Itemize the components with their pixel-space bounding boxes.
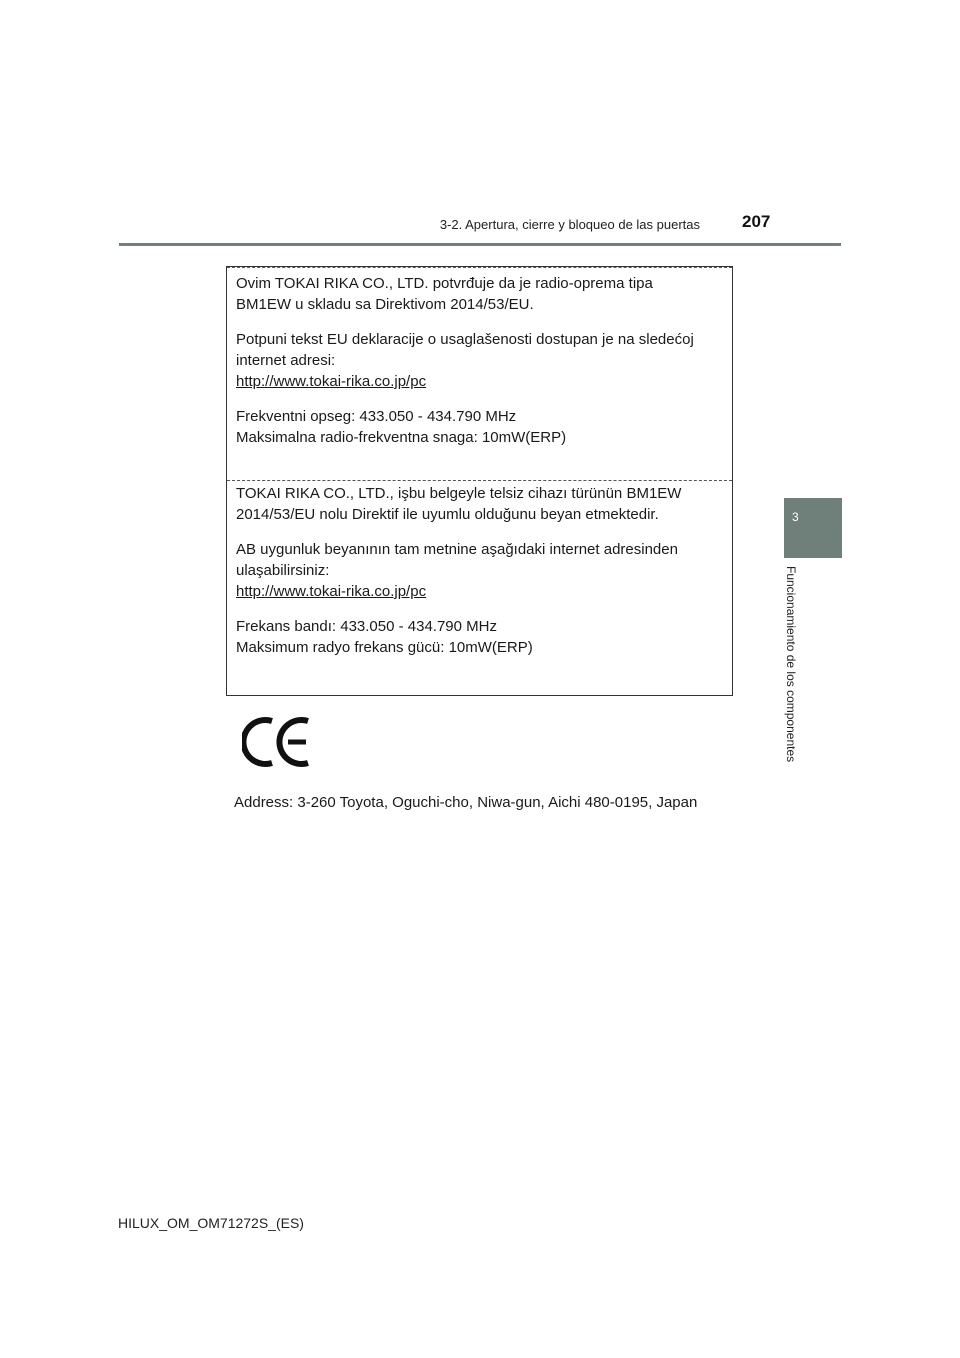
text-line: Maksimum radyo frekans gücü: 10mW(ERP)	[236, 639, 533, 656]
chapter-number: 3	[792, 510, 799, 524]
manual-code: HILUX_OM_OM71272S_(ES)	[118, 1215, 304, 1231]
declaration-divider	[227, 480, 732, 481]
text-line: Maksimalna radio-frekventna snaga: 10mW(ERP)	[236, 429, 567, 446]
text-line: TOKAI RIKA CO., LTD., işbu belgeyle telsiz cihazı türünün BM1EW	[236, 485, 682, 502]
manufacturer-address: Address: 3-260 Toyota, Oguchi-cho, Niwa-gun, Aichi 480-0195, Japan	[234, 794, 698, 811]
section-title: 3-2. Apertura, cierre y bloqueo de las puertas	[439, 217, 700, 232]
page-number: 207	[742, 212, 771, 231]
ce-mark-icon	[242, 715, 314, 769]
text-line: 2014/53/EU nolu Direktif ile uyumlu olduğunu beyan etmektedir.	[236, 506, 659, 523]
declaration-box	[226, 266, 733, 696]
declaration-turkish	[236, 483, 716, 658]
text-line: BM1EW u skladu sa Direktivom 2014/53/EU.	[236, 296, 534, 313]
declaration-link[interactable]: http://www.tokai-rika.co.jp/pc	[236, 583, 427, 600]
header-rule	[119, 243, 841, 246]
chapter-title: Funcionamiento de los componentes	[784, 566, 798, 763]
declaration-croatian	[236, 273, 716, 448]
text-line: ulaşabilirsiniz:	[236, 562, 330, 579]
text-line: Ovim TOKAI RIKA CO., LTD. potvrđuje da je radio-oprema tipa	[236, 275, 653, 292]
text-line: Frekventni opseg: 433.050 - 434.790 MHz	[236, 408, 517, 425]
chapter-tab	[784, 498, 842, 558]
declaration-link[interactable]: http://www.tokai-rika.co.jp/pc	[236, 373, 427, 390]
text-line: Potpuni tekst EU deklaracije o usaglašenosti dostupan je na sledećoj	[236, 331, 694, 348]
text-line: AB uygunluk beyanının tam metnine aşağıdaki internet adresinden	[236, 541, 678, 558]
text-line: internet adresi:	[236, 352, 336, 369]
text-line: Frekans bandı: 433.050 - 434.790 MHz	[236, 618, 497, 635]
declaration-top-line	[227, 267, 732, 268]
